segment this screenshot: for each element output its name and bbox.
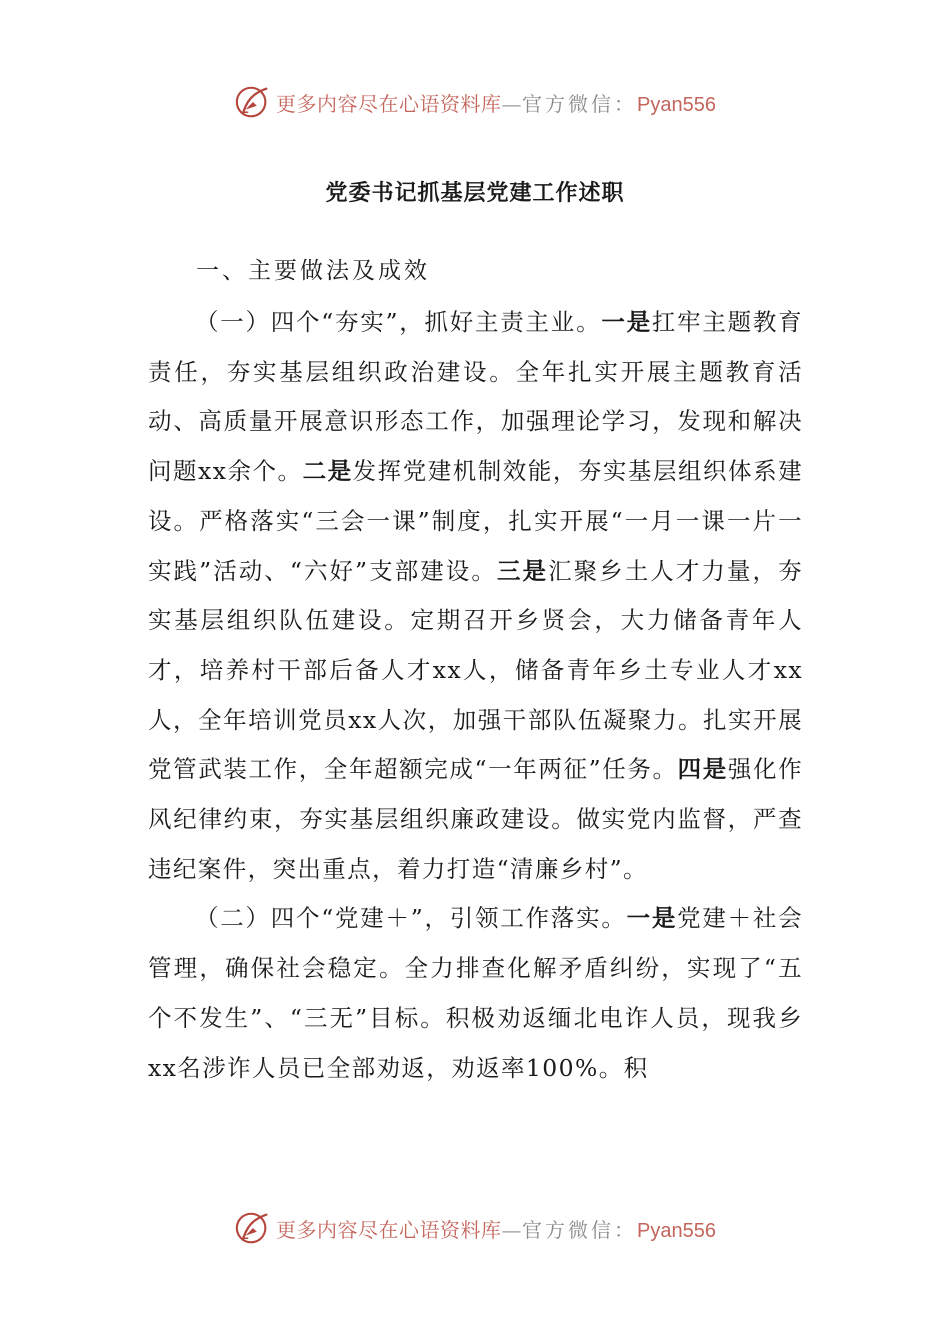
- banner-dash: —: [501, 91, 523, 116]
- paragraph-marker: 四是: [677, 755, 728, 784]
- paragraph-marker: 一是: [601, 308, 652, 336]
- footer-banner: [0, 1208, 950, 1248]
- document-body: [148, 298, 803, 1093]
- paragraph-text: 扛牢主题教育责任，夯实基层组织政治建设。全年扎实开展主题教育活动、高质量开展意识形态工作，加强理论学习，发现和解决问题xx余个。: [148, 308, 804, 486]
- pen-logo-icon: [234, 83, 272, 121]
- paragraph-marker: 三是: [496, 556, 549, 585]
- paragraph-text: 发挥党建机制效能，夯实基层组织体系建设。严格落实“三会一课”制度，扎实开展“一月一课一片一实践”活动、“六好”支部建设。: [148, 457, 803, 585]
- document-title: 党委书记抓基层党建工作述职: [325, 181, 625, 206]
- banner-site-text: 更多内容尽在心语资料库: [276, 1217, 502, 1242]
- paragraph-marker: 二是: [302, 457, 353, 486]
- header-banner: [0, 82, 950, 122]
- banner-wechat-label: 官方微信：: [522, 91, 638, 116]
- paragraph-lead: （一）四个“夯实”，抓好主责主业。: [195, 308, 602, 336]
- paragraph-marker: 一是: [626, 904, 678, 933]
- section-heading: 一、主要做法及成效: [196, 258, 430, 284]
- paragraph-text: 强化作风纪律约束，夯实基层组织廉政建设。做实党内监督，严查违纪案件，突出重点，着力打造“清廉乡村”。: [148, 755, 804, 883]
- banner-wechat-id: Pyan556: [637, 93, 716, 116]
- paragraph-text: 汇聚乡土人才力量，夯实基层组织队伍建设。定期召开乡贤会，大力储备青年人才，培养村干部后备人才xx人，储备青年乡土专业人才xx人，全年培训党员xx人次，加强干部队伍凝聚力。扎实开展党管武装工作，全年超额完成“一年两征”任务。: [148, 556, 803, 784]
- banner-text: [276, 1214, 716, 1243]
- paragraph-2: [148, 894, 803, 1093]
- paragraph-lead: （二）四个“党建＋”，引领工作落实。: [195, 904, 627, 933]
- paragraph-1: [148, 298, 803, 894]
- banner-wechat-id: Pyan556: [637, 1219, 716, 1242]
- banner-text: [276, 88, 716, 117]
- banner-site-text: 更多内容尽在心语资料库: [276, 91, 502, 116]
- banner-wechat-label: 官方微信：: [522, 1217, 638, 1242]
- paragraph-text: 党建＋社会管理，确保社会稳定。全力排查化解矛盾纠纷，实现了“五个不发生”、“三无”目标。积极劝返缅北电诈人员，现我乡xx名涉诈人员已全部劝返，劝返率100%。积: [148, 904, 804, 1082]
- banner-dash: —: [501, 1217, 523, 1242]
- pen-logo-icon: [234, 1209, 272, 1247]
